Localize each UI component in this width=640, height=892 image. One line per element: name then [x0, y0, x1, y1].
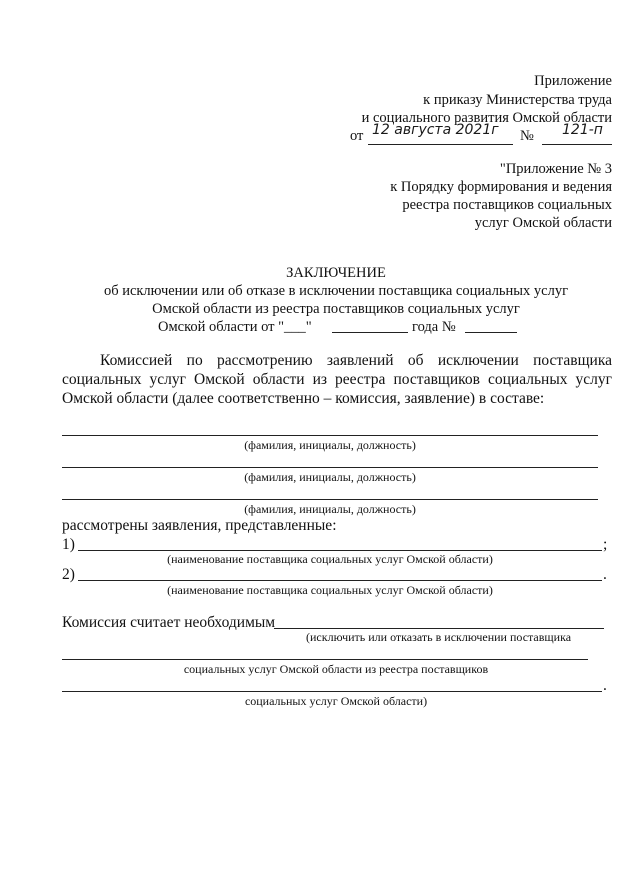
- member-2-line: [62, 467, 598, 468]
- title-month-blank: [332, 332, 408, 333]
- header-number-sign: №: [520, 128, 534, 144]
- title-line-1: об исключении или об отказе в исключении поставщика социальных услуг: [103, 283, 569, 299]
- decision-end: .: [603, 677, 607, 694]
- member-2-caption: (фамилия, инициалы, должность): [244, 470, 416, 484]
- handwritten-date: 12 августа 2021г: [372, 122, 499, 138]
- member-1-line: [62, 435, 598, 436]
- title-line-2: Омской области из реестра поставщиков социальных услуг: [152, 301, 520, 317]
- header-date-prefix: от: [350, 128, 364, 144]
- decision-caption-3: социальных услуг Омской области): [244, 694, 428, 708]
- decision-caption-1: (исключить или отказать в исключении поставщика: [306, 630, 572, 644]
- item-1-caption: (наименование поставщика социальных услуг Омской области): [167, 552, 493, 566]
- header-line-2: к приказу Министерства труда: [423, 92, 612, 108]
- handwritten-number: 121-п: [562, 122, 603, 138]
- title-line-3-date: Омской области от "___": [158, 319, 312, 335]
- header-line-3: и социального развития Омской области: [361, 110, 612, 126]
- document-heading: ЗАКЛЮЧЕНИЕ: [286, 265, 386, 281]
- item-2-end: .: [603, 566, 607, 583]
- title-number-blank: [465, 332, 517, 333]
- paragraph-line-2: социальных услуг Омской области из реестра поставщиков социальных услуг: [62, 371, 612, 388]
- decision-line-1: [274, 628, 604, 629]
- reviewed-label: рассмотрены заявления, представленные:: [62, 517, 337, 534]
- title-line-3-number: года №: [412, 319, 456, 335]
- decision-line-3: [62, 691, 602, 692]
- number-underline: [542, 144, 612, 145]
- item-1-line: [78, 550, 602, 551]
- item-2-caption: (наименование поставщика социальных услуг Омской области): [167, 583, 493, 597]
- decision-line-2: [62, 659, 588, 660]
- member-1-caption: (фамилия, инициалы, должность): [244, 438, 416, 452]
- date-underline: [368, 144, 513, 145]
- item-2-number: 2): [62, 566, 75, 583]
- member-3-caption: (фамилия, инициалы, должность): [244, 502, 416, 516]
- appendix-line-1: "Приложение № 3: [499, 161, 612, 177]
- appendix-line-2: к Порядку формирования и ведения: [390, 179, 612, 195]
- paragraph-line-3: Омской области (далее соответственно – комиссия, заявление) в составе:: [62, 390, 545, 407]
- appendix-line-3: реестра поставщиков социальных: [402, 197, 612, 213]
- item-1-end: ;: [603, 536, 608, 553]
- decision-caption-2: социальных услуг Омской области из реестра поставщиков: [183, 662, 489, 676]
- member-3-line: [62, 499, 598, 500]
- commission-text: Комиссия считает необходимым: [62, 614, 276, 631]
- appendix-line-4: услуг Омской области: [474, 215, 612, 231]
- header-line-1: Приложение: [534, 73, 612, 89]
- item-2-line: [78, 580, 602, 581]
- item-1-number: 1): [62, 536, 75, 553]
- paragraph-line-1: Комиссией по рассмотрению заявлений об исключении поставщика: [100, 352, 612, 369]
